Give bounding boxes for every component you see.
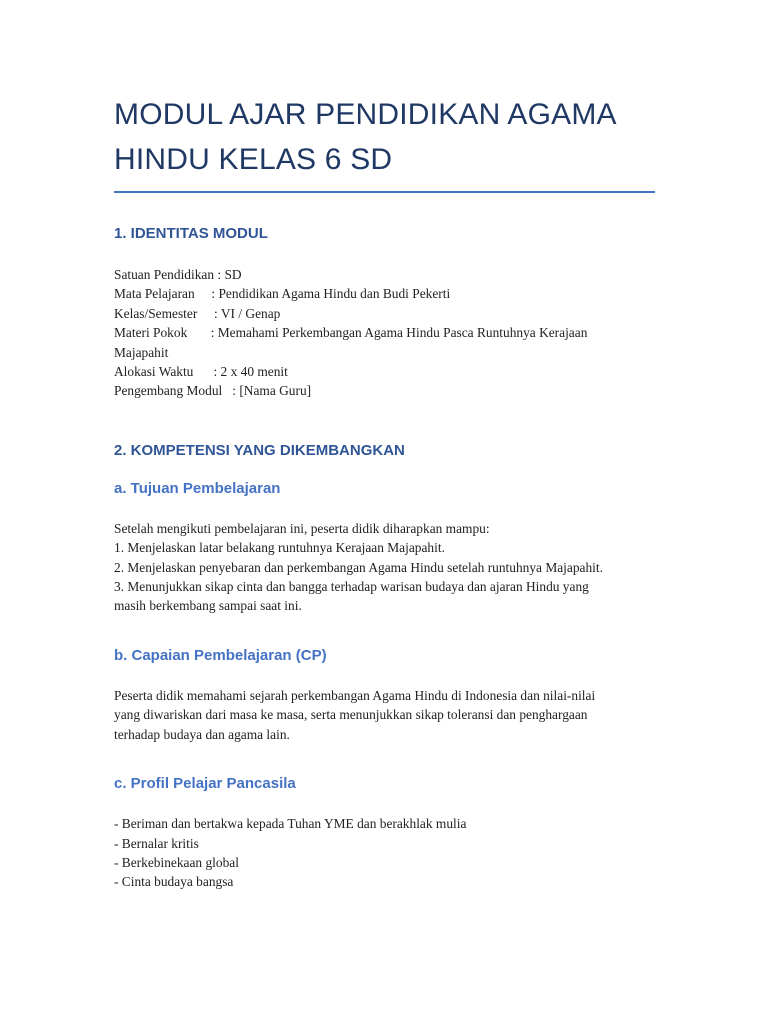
subheading-tujuan: a. Tujuan Pembelajaran [114,479,281,497]
profil-list-item: - Cinta budaya bangsa [114,874,234,890]
profil-list-item: - Bernalar kritis [114,835,199,851]
identity-line: Alokasi Waktu : 2 x 40 menit [114,364,288,380]
tujuan-block [114,519,656,616]
document-content [114,92,656,892]
profil-list-item: - Berkebinekaan global [114,854,239,870]
profil-list [114,814,656,892]
capaian-line: Peserta didik memahami sejarah perkembangan Agama Hindu di Indonesia dan nilai-nilai [114,687,596,703]
identity-line: Kelas/Semester : VI / Genap [114,305,281,321]
title-underline [114,191,655,193]
tujuan-line: 1. Menjelaskan latar belakang runtuhnya Kerajaan Majapahit. [114,540,445,556]
identity-block [114,265,656,401]
section-heading-kompetensi: 2. KOMPETENSI YANG DIKEMBANGKAN [114,441,405,459]
identity-line: Satuan Pendidikan : SD [114,267,242,282]
document-title [114,92,656,182]
capaian-line: yang diwariskan dari masa ke masa, serta menunjukkan sikap toleransi dan penghargaan [114,707,588,723]
identity-line: Majapahit [114,344,169,360]
title-line-1: MODUL AJAR PENDIDIKAN AGAMA [114,98,617,131]
tujuan-line: 2. Menjelaskan penyebaran dan perkembangan Agama Hindu setelah runtuhnya Majapahit. [114,559,603,575]
tujuan-line: 3. Menunjukkan sikap cinta dan bangga terhadap warisan budaya dan ajaran Hindu yang [114,579,589,595]
profil-list-item: - Beriman dan bertakwa kepada Tuhan YME dan berakhlak mulia [114,816,467,832]
identity-line: Mata Pelajaran : Pendidikan Agama Hindu dan Budi Pekerti [114,286,451,302]
subheading-capaian: b. Capaian Pembelajaran (CP) [114,646,327,664]
title-line-2: HINDU KELAS 6 SD [114,143,393,176]
identity-line: Materi Pokok : Memahami Perkembangan Agama Hindu Pasca Runtuhnya Kerajaan [114,325,588,341]
capaian-block [114,686,656,744]
tujuan-line: Setelah mengikuti pembelajaran ini, peserta didik diharapkan mampu: [114,520,490,536]
tujuan-line: masih berkembang sampai saat ini. [114,598,302,614]
identity-line: Pengembang Modul : [Nama Guru] [114,383,312,399]
subheading-profil: c. Profil Pelajar Pancasila [114,775,296,793]
capaian-line: terhadap budaya dan agama lain. [114,726,290,742]
section-heading-identitas: 1. IDENTITAS MODUL [114,225,268,242]
